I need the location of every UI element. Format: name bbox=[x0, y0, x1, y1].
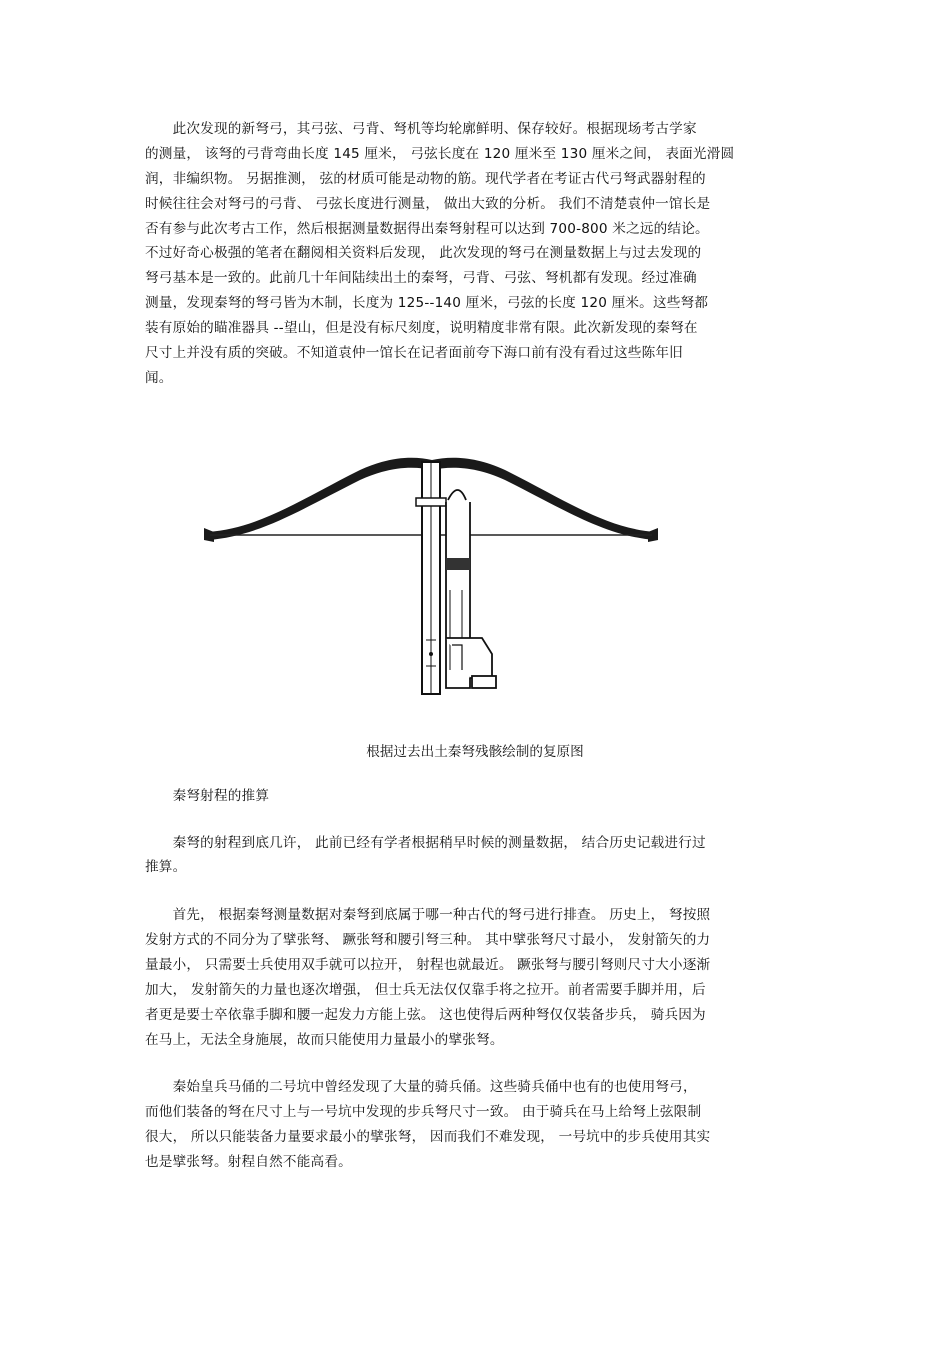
text-line: 量最小， 只需要士兵使用双手就可以拉开， 射程也就最近。 蹶张弩与腰引弩则尺寸大小逐渐 bbox=[145, 957, 711, 973]
text-line: 的测量， 该弩的弓背弯曲长度 145 厘米， 弓弦长度在 120 厘米至 130 厘米之间， 表面光滑圆 bbox=[145, 146, 735, 162]
text-line: 不过好奇心极强的笔者在翻阅相关资料后发现， 此次发现的弩弓在测量数据上与过去发现的 bbox=[145, 245, 702, 261]
text-line: 发射方式的不同分为了擘张弩、 蹶张弩和腰引弩三种。 其中擘张弩尺寸最小， 发射箭矢的力 bbox=[145, 932, 711, 948]
text-line: 也是擘张弩。射程自然不能高看。 bbox=[145, 1154, 352, 1170]
text-line: 秦弩的射程到底几许， 此前已经有学者根据稍早时候的测量数据， 结合历史记载进行过 bbox=[145, 835, 706, 851]
section-heading: 秦弩射程的推算 bbox=[145, 788, 270, 804]
text-line: 时候往往会对弩弓的弓背、 弓弦长度进行测量， 做出大致的分析。 我们不清楚袁仲一馆长是 bbox=[145, 196, 711, 212]
text-line: 加大， 发射箭矢的力量也逐次增强， 但士兵无法仅仅靠手将之拉开。前者需要手脚并用，后 bbox=[145, 982, 706, 998]
text-line: 很大， 所以只能装备力量要求最小的擘张弩， 因而我们不难发现， 一号坑中的步兵使用其实 bbox=[145, 1129, 711, 1145]
text-line: 推算。 bbox=[145, 859, 187, 875]
text-line: 装有原始的瞄准器具 --望山，但是没有标尺刻度，说明精度非常有限。此次新发现的秦弩在 bbox=[145, 320, 698, 336]
text-line: 测量，发现秦弩的弩弓皆为木制，长度为 125--140 厘米，弓弦的长度 120 厘米。这些弩都 bbox=[145, 295, 709, 311]
text-line: 而他们装备的弩在尺寸上与一号坑中发现的步兵弩尺寸一致。 由于骑兵在马上给弩上弦限制 bbox=[145, 1104, 702, 1120]
text-line: 闻。 bbox=[145, 370, 173, 386]
text-line: 首先， 根据秦弩测量数据对秦弩到底属于哪一种古代的弩弓进行排查。 历史上， 弩按照 bbox=[145, 907, 711, 923]
text-line: 此次发现的新弩弓，其弓弦、弓背、弩机等均轮廓鲜明、保存较好。根据现场考古学家 bbox=[145, 121, 697, 137]
text-line: 者更是要士卒依靠手脚和腰一起发力方能上弦。 这也使得后两种弩仅仅装备步兵， 骑兵因为 bbox=[145, 1007, 706, 1023]
text-line: 润，非编织物。 另据推测， 弦的材质可能是动物的筋。现代学者在考证古代弓弩武器射程的 bbox=[145, 171, 706, 187]
text-line: 弩弓基本是一致的。此前几十年间陆续出土的秦弩，弓背、弓弦、弩机都有发现。经过准确 bbox=[145, 270, 697, 286]
text-line: 秦始皇兵马俑的二号坑中曾经发现了大量的骑兵俑。这些骑兵俑中也有的也使用弩弓， bbox=[145, 1079, 697, 1095]
figure-caption: 根据过去出土秦弩残骸绘制的复原图 bbox=[366, 744, 584, 760]
crossbow-illustration bbox=[200, 440, 670, 705]
text-line: 尺寸上并没有质的突破。不知道袁仲一馆长在记者面前夸下海口前有没有看过这些陈年旧 bbox=[145, 345, 683, 361]
text-line: 否有参与此次考古工作，然后根据测量数据得出秦弩射程可以达到 700-800 米之远的结论。 bbox=[145, 221, 709, 237]
text-line: 在马上，无法全身施展，故而只能使用力量最小的擘张弩。 bbox=[145, 1032, 504, 1048]
